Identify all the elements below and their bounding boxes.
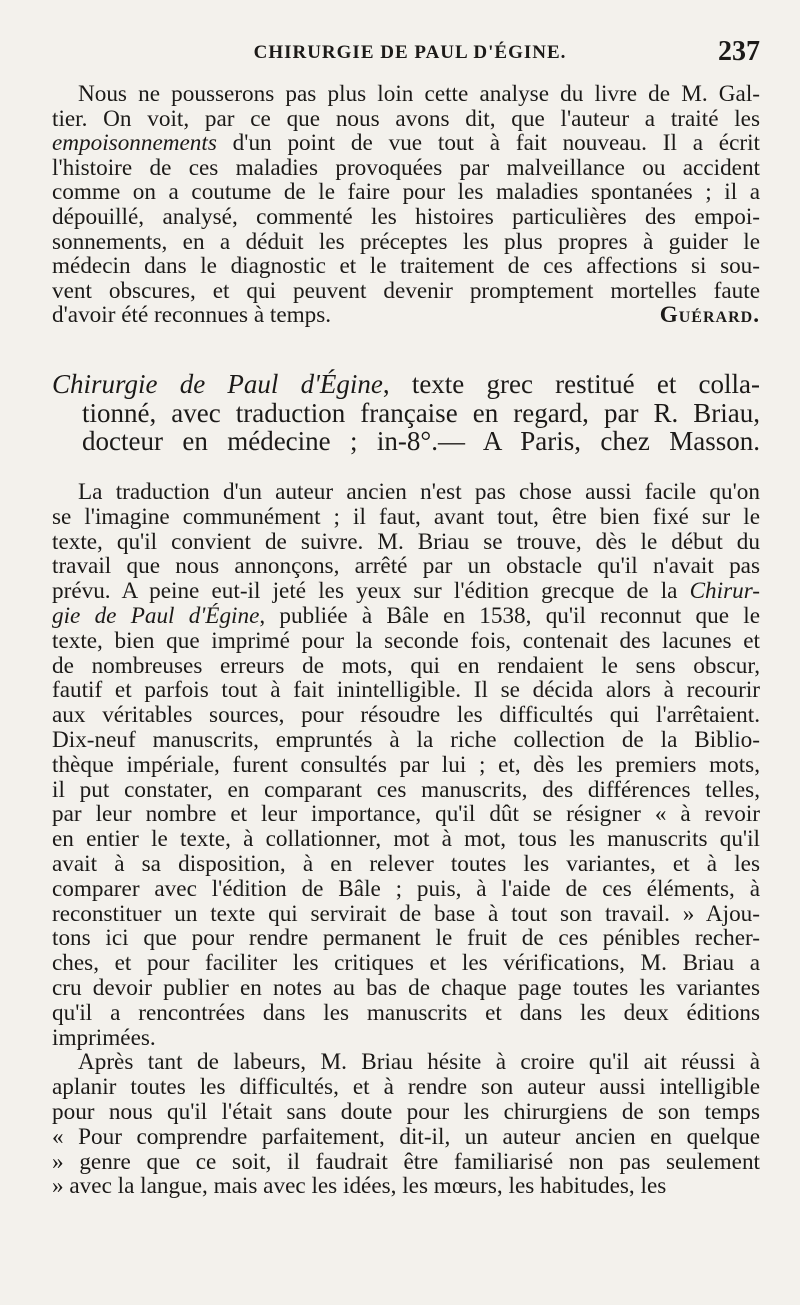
text-line: aux véritables sources, pour résoudre les difficultés qui l'arrêtaient. — [52, 702, 760, 729]
page-number: 237 — [718, 36, 760, 67]
text-line: texte, bien que imprimé pour la seconde fois, contenait des lacunes et — [52, 627, 760, 654]
running-head — [60, 36, 760, 76]
paragraph — [52, 480, 760, 1050]
italic-term: Chirur- — [689, 578, 760, 605]
text-line: » avec la langue, mais avec les idées, les mœurs, les habitudes, les — [52, 1173, 667, 1200]
italic-term: empoisonnements — [52, 130, 217, 157]
text-line: Après tant de labeurs, M. Briau hésite à croire qu'il ait réussi à — [78, 1049, 760, 1076]
text-line: comme on a coutume de le faire pour les maladies spontanées ; il a — [52, 179, 760, 206]
heading-line: docteur en médecine ; in-8°.— A Paris, chez Masson. — [82, 426, 760, 456]
text-line: tons ici que pour rendre permanent le fruit de ces pénibles recher- — [52, 925, 760, 952]
text-line: en entier le texte, à collationner, mot à mot, tous les manuscrits qu'il — [52, 826, 760, 853]
italic-term: gie de Paul d'Égine — [52, 602, 260, 629]
text-line: comparer avec l'édition de Bâle ; puis, à l'aide de ces éléments, à — [52, 875, 760, 902]
heading-line: Chirurgie de Paul d'Égine, texte grec restitué et colla- — [52, 369, 760, 399]
text-line: cru devoir publier en notes au bas de chaque page toutes les variantes — [52, 974, 760, 1001]
text-line: reconstituer un texte qui servirait de base à tout son travail. » Ajou- — [52, 900, 760, 927]
text-line: texte, qu'il convient de suivre. M. Briau se trouve, dès le début du — [52, 528, 760, 555]
text-line: thèque impériale, furent consultés par lui ; et, dès les premiers mots, — [52, 751, 760, 778]
text-line: imprimées. — [52, 1024, 156, 1051]
text-line: Nous ne pousserons pas plus loin cette analyse du livre de M. Gal- — [78, 81, 760, 107]
text-line: qu'il a rencontrées dans les manuscrits et dans les deux éditions — [52, 999, 760, 1026]
running-title: CHIRURGIE DE PAUL D'ÉGINE. — [253, 42, 567, 63]
text-line: » genre que ce soit, il faudrait être familiarisé non pas seulement — [52, 1148, 760, 1175]
text-line: ches, et pour faciliter les critiques et les vérifications, M. Briau a — [52, 950, 760, 977]
paragraph — [52, 1050, 760, 1199]
text-line: vent obscures, et qui peuvent devenir promptement mortelles faute — [52, 277, 760, 304]
text-line: tier. On voit, par ce que nous avons dit, que l'auteur a traité les — [52, 105, 760, 132]
text-line-content: d'avoir été reconnues à temps. — [52, 302, 332, 329]
text-line: travail que nous annonçons, arrêté par un obstacle qu'il n'avait pas — [52, 553, 760, 580]
text-line: de nombreuses erreurs de mots, qui en rendaient le sens obscur, — [52, 652, 760, 679]
text-line: sonnements, en a déduit les préceptes les plus propres à guider le — [52, 228, 760, 255]
text-line: Dix-neuf manuscrits, empruntés à la riche collection de la Biblio- — [52, 726, 760, 753]
review-body — [52, 480, 760, 1199]
text-line: gie de Paul d'Égine, publiée à Bâle en 1538, qu'il reconnut que le — [52, 602, 760, 629]
text-line: La traduction d'un auteur ancien n'est pas chose aussi facile qu'on — [78, 479, 760, 505]
author-signature: Guérard. — [659, 302, 760, 329]
text-line: pour nous qu'il l'était sans doute pour les chirurgiens de son temps — [52, 1098, 760, 1125]
text-line: avait à sa disposition, à en relever toutes les variantes, et à les — [52, 850, 760, 877]
text-line: fautif et parfois tout à fait inintelligible. Il se décida alors à recourir — [52, 677, 760, 704]
text-line: médecin dans le diagnostic et le traitement de ces affections si sou- — [52, 253, 760, 280]
italic-term: Chirurgie de Paul d'Égine — [52, 369, 383, 399]
text-line: empoisonnements d'un point de vue tout à fait nouveau. Il a écrit — [52, 130, 760, 157]
text-line: se l'imagine communément ; il faut, avant tout, être bien fixé sur le — [52, 503, 760, 530]
text-line: l'histoire de ces maladies provoquées par malveillance ou accident — [52, 154, 760, 181]
text-line — [52, 303, 760, 328]
text-line: « Pour comprendre parfaitement, dit-il, un auteur ancien en quelque — [52, 1123, 760, 1150]
previous-review-conclusion — [52, 82, 760, 328]
heading-line: tionné, avec traduction française en regard, par R. Briau, — [82, 397, 760, 428]
text-line: il put constater, en comparant ces manuscrits, des différences telles, — [52, 776, 760, 803]
text-line: dépouillé, analysé, commenté les histoires particulières des empoi- — [52, 203, 760, 230]
text-line: par leur nombre et leur importance, qu'il dût se résigner « à revoir — [52, 801, 760, 828]
text-line: aplanir toutes les difficultés, et à rendre son auteur aussi intelligible — [52, 1074, 760, 1101]
text-line: prévu. A peine eut-il jeté les yeux sur l'édition grecque de la Chirur- — [52, 578, 760, 605]
review-heading — [52, 370, 760, 456]
